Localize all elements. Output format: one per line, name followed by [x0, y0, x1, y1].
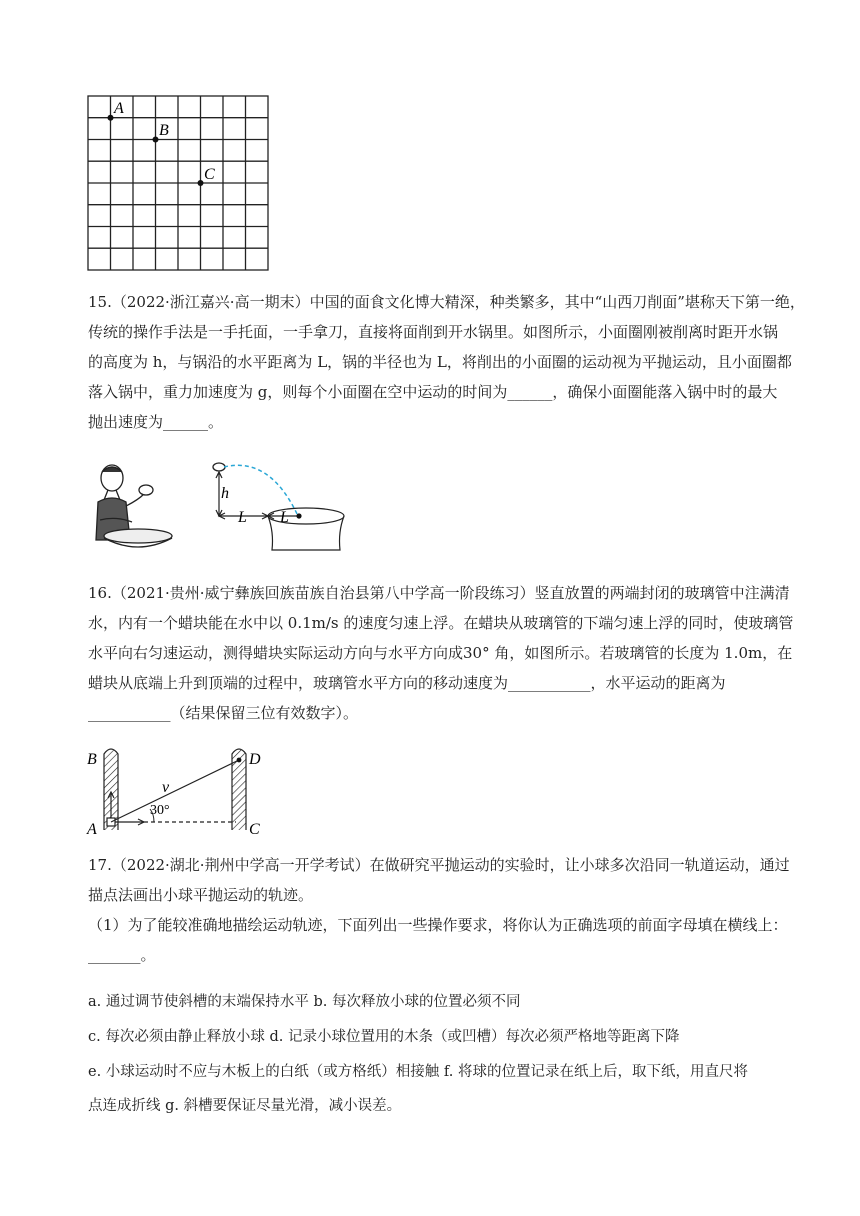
- q15-line: 抛出速度为______。: [88, 413, 224, 431]
- q16-line: 16.（2021·贵州·威宁彝族回族苗族自治县第八中学高一阶段练习）竖直放置的两端封闭的玻璃管中注满清: [88, 584, 790, 602]
- q17-line: 17.（2022·湖北·荆州中学高一开学考试）在做研究平抛运动的实验时，让小球多次沿同一轨道运动，通过: [88, 856, 790, 874]
- velocity-line: [111, 760, 239, 822]
- pot-diagram: [200, 458, 360, 558]
- q17-option-line: 点连成折线 g. 斜槽要保证尽量光滑，减小误差。: [88, 1098, 402, 1114]
- question-16: [88, 578, 794, 728]
- label-c: C: [249, 821, 260, 838]
- point-b: [153, 137, 159, 143]
- q15-line: 传统的操作手法是一手托面，一手拿刀，直接将面削到开水锅里。如图所示，小面圈刚被削离时距开水锅: [88, 323, 779, 341]
- q16-line: 水平向右匀速运动，测得蜡块实际运动方向与水平方向成30° 角，如图所示。若玻璃管的长度为 1.0m，在: [88, 644, 793, 662]
- q17-option-line: e. 小球运动时不应与木板上的白纸（或方格纸）相接触 f. 将球的位置记录在纸上后，取下纸，用直尺将: [88, 1064, 748, 1080]
- label-d: D: [249, 751, 261, 768]
- q16-line: 蜡块从底端上升到顶端的过程中，玻璃管水平方向的移动速度为___________，水平运动的距离为: [88, 674, 726, 692]
- label-v: v: [162, 779, 170, 796]
- q15-line: 15.（2022·浙江嘉兴·高一期末）中国的面食文化博大精深，种类繁多，其中“山西刀削面”堪称天下第一绝，: [88, 293, 805, 311]
- label-b: B: [87, 751, 97, 768]
- q17-line: 描点法画出小球平抛运动的轨迹。: [88, 886, 314, 904]
- q16-line: ___________（结果保留三位有效数字）。: [88, 704, 359, 722]
- question-17: [88, 850, 790, 970]
- q17-line: _______。: [88, 946, 156, 964]
- point-a: [108, 115, 114, 121]
- label-a: A: [114, 100, 124, 117]
- tube-diagram: [86, 742, 276, 838]
- label-l1: L: [238, 509, 247, 526]
- grid-figure: [86, 94, 272, 274]
- q17-option-line: a. 通过调节使斜槽的末端保持水平 b. 每次释放小球的位置必须不同: [88, 994, 521, 1010]
- grid-lines: [88, 96, 268, 270]
- q17-line: （1）为了能较准确地描绘运动轨迹，下面列出一些操作要求，将你认为正确选项的前面字母填在横线上：: [88, 916, 788, 934]
- label-h: h: [221, 485, 229, 502]
- dough-ring: [213, 463, 225, 471]
- q15-line: 的高度为 h，与锅沿的水平距离为 L，锅的半径也为 L，将削出的小面圈的运动视为平抛运动，且小面圈都: [88, 353, 792, 371]
- q17-option-line: c. 每次必须由静止释放小球 d. 记录小球位置用的木条（或凹槽）每次必须严格地等距离下降: [88, 1029, 680, 1045]
- q16-line: 水，内有一个蜡块能在水中以 0.1m/s 的速度匀速上浮。在蜡块从玻璃管的下端匀速上浮的同时，使玻璃管: [88, 614, 794, 632]
- label-l2: L: [280, 509, 289, 526]
- label-b: B: [159, 122, 169, 139]
- q15-line: 落入锅中，重力加速度为 g，则每个小面圈在空中运动的时间为______，确保小面圈能落入锅中时的最大: [88, 383, 778, 401]
- point-c: [198, 180, 204, 186]
- chef-cartoon: [86, 460, 182, 556]
- label-a: A: [87, 821, 97, 838]
- label-c: C: [204, 166, 215, 183]
- question-15: [88, 287, 805, 437]
- label-angle: 30°: [150, 803, 170, 818]
